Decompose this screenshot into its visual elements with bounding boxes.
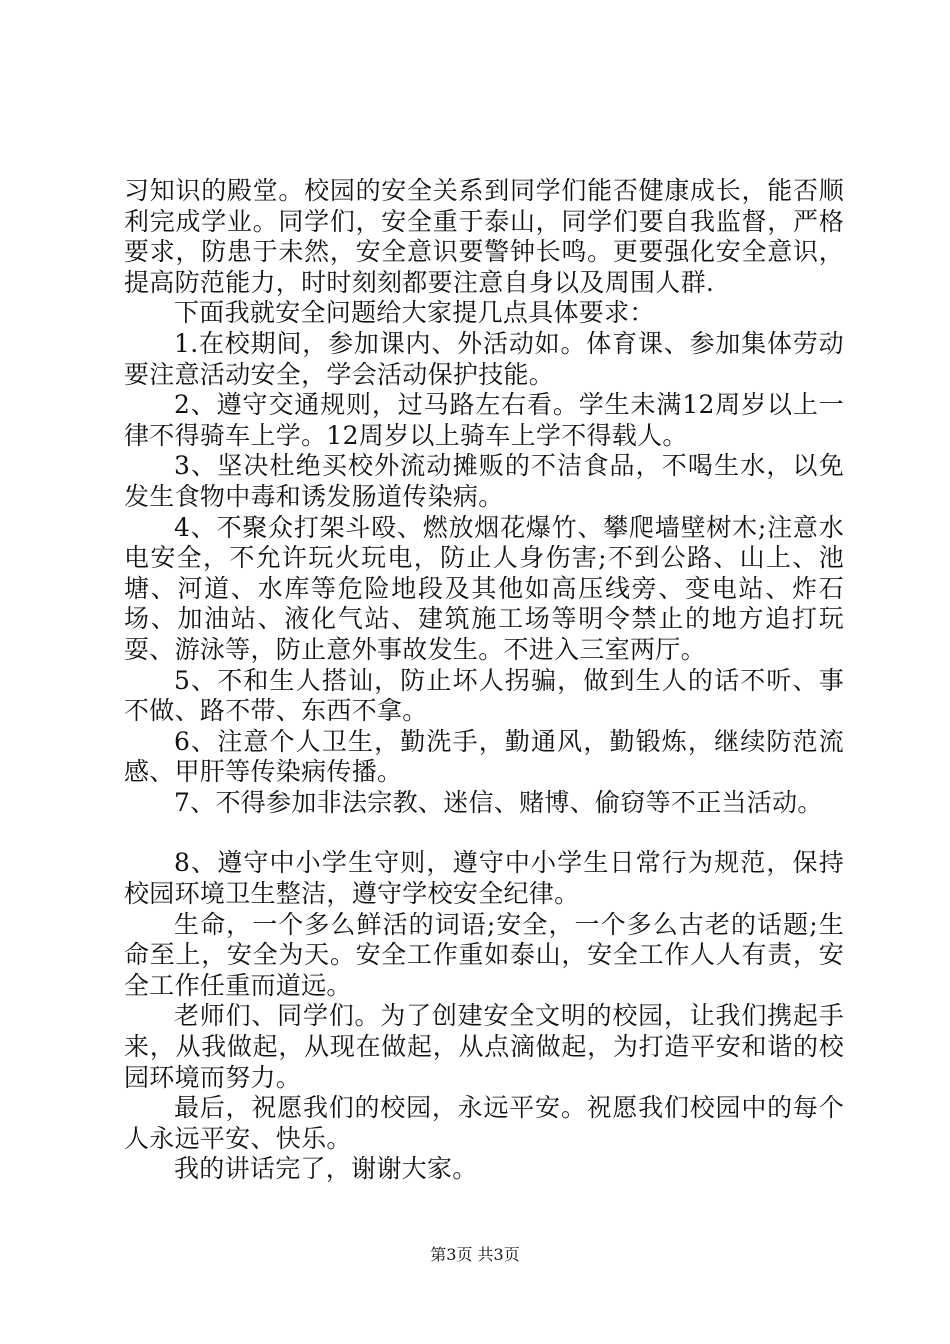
paragraph-wishes: 最后，祝愿我们的校园，永远平安。祝愿我们校园中的每个人永远平安、快乐。 xyxy=(124,1093,844,1153)
list-item-5: 5、不和生人搭讪，防止坏人拐骗，做到生人的话不听、事不做、路不带、东西不拿。 xyxy=(124,665,844,726)
list-item-3: 3、坚决杜绝买校外流动摊贩的不洁食品，不喝生水，以免发生食物中毒和诱发肠道传染病。 xyxy=(124,451,844,511)
page-number-footer: 第3页 共3页 xyxy=(430,1245,520,1264)
paragraph-intro-requirements: 下面我就安全问题给大家提几点具体要求： xyxy=(174,298,655,328)
paragraph-life-safety: 生命，一个多么鲜活的词语;安全，一个多么古老的话题;生命至上，安全为天。安全工作重如泰山，安全工作人人有责，安全工作任重而道远。 xyxy=(124,909,844,1000)
list-item-7: 7、不得参加非法宗教、迷信、赌博、偷窃等不正当活动。 xyxy=(174,787,823,817)
paragraph-call-to-action: 老师们、同学们。为了创建安全文明的校园，让我们携起手来，从我做起，从现在做起，从点滴做起，为打造平安和谐的校园环境而努力。 xyxy=(124,1001,844,1092)
document-body xyxy=(124,176,844,1185)
list-item-6: 6、注意个人卫生，勤洗手，勤通风，勤锻炼，继续防范流感、甲肝等传染病传播。 xyxy=(124,726,844,787)
paragraph-closing: 我的讲话完了，谢谢大家。 xyxy=(174,1154,478,1184)
list-item-4: 4、不聚众打架斗殴、燃放烟花爆竹、攀爬墙壁树木;注意水电安全，不允许玩火玩电，防止人身伤害;不到公路、山上、池塘、河道、水库等危险地段及其他如高压线旁、变电站、炸石场、加油站、液化气站、建筑施工场等明令禁止的地方追打玩耍、游泳等，防止意外事故发生。不进入三室两厅。 xyxy=(124,512,844,664)
list-item-1: 1.在校期间，参加课内、外活动如。体育课、参加集体劳动要注意活动安全，学会活动保护技能。 xyxy=(124,328,844,389)
list-item-2: 2、遵守交通规则，过马路左右看。学生未满12周岁以上一律不得骑车上学。12周岁以上骑车上学不得载人。 xyxy=(124,390,844,450)
paragraph-continuation: 习知识的殿堂。校园的安全关系到同学们能否健康成长，能否顺利完成学业。同学们，安全重于泰山，同学们要自我监督，严格要求，防患于未然，安全意识要警钟长鸣。更要强化安全意识，提高防范能力，时时刻刻都要注意自身以及周围人群. xyxy=(124,176,844,297)
list-item-8: 8、遵守中小学生守则，遵守中小学生日常行为规范，保持校园环境卫生整洁，遵守学校安全纪律。 xyxy=(124,848,844,909)
